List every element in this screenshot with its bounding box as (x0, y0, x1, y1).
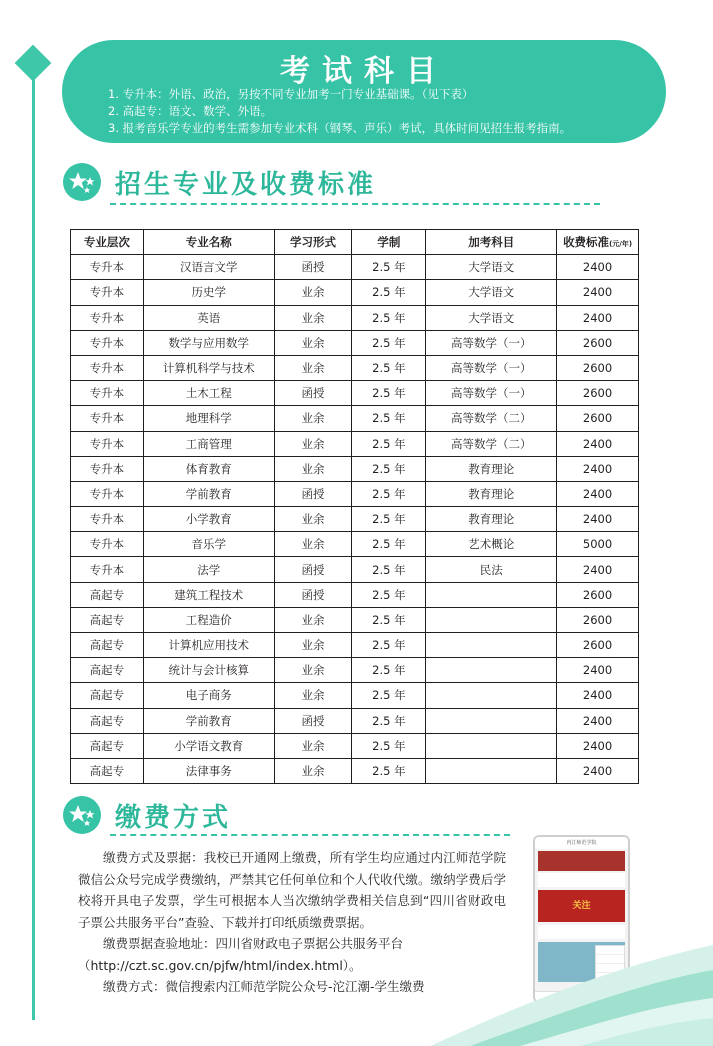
cell-level: 专升本 (71, 532, 144, 557)
cell-major: 地理科学 (143, 406, 274, 431)
banner-lines (108, 86, 571, 137)
payment-url: （http://czt.sc.gov.cn/pjfw/html/index.html）。 (78, 957, 362, 973)
table-row (71, 633, 639, 658)
table-header-row (71, 230, 639, 255)
cell-fee: 2600 (557, 607, 639, 632)
cell-study-form: 函授 (274, 557, 352, 582)
cell-extra-subject: 大学语文 (426, 255, 557, 280)
payment-paragraph: 缴费方式：微信搜索内江师范学院公众号-沱江潮-学生缴费 (103, 979, 425, 994)
cell-extra-subject: 教育理论 (426, 456, 557, 481)
cell-level: 专升本 (71, 507, 144, 532)
cell-study-form: 函授 (274, 481, 352, 506)
cell-level: 高起专 (71, 683, 144, 708)
cell-major: 学前教育 (143, 708, 274, 733)
cell-level: 专升本 (71, 481, 144, 506)
cell-duration: 2.5 年 (352, 582, 426, 607)
cell-study-form: 函授 (274, 582, 352, 607)
fee-header-label: 收费标准 (563, 235, 610, 250)
cell-duration: 2.5 年 (352, 456, 426, 481)
cell-duration: 2.5 年 (352, 683, 426, 708)
cell-study-form: 业余 (274, 355, 352, 380)
table-row (71, 708, 639, 733)
stars-icon (63, 796, 101, 834)
col-header-level: 专业层次 (71, 230, 144, 255)
cell-duration: 2.5 年 (352, 255, 426, 280)
cell-level: 专升本 (71, 557, 144, 582)
cell-level: 高起专 (71, 582, 144, 607)
cell-level: 专升本 (71, 456, 144, 481)
cell-fee: 2400 (557, 280, 639, 305)
cell-study-form: 业余 (274, 305, 352, 330)
cell-major: 历史学 (143, 280, 274, 305)
cell-extra-subject: 大学语文 (426, 305, 557, 330)
cell-major: 体育教育 (143, 456, 274, 481)
cell-fee: 2600 (557, 381, 639, 406)
cell-extra-subject: 大学语文 (426, 280, 557, 305)
cell-study-form: 函授 (274, 255, 352, 280)
cell-level: 专升本 (71, 406, 144, 431)
cell-study-form: 业余 (274, 658, 352, 683)
table-row (71, 381, 639, 406)
cell-extra-subject: 高等数学（二） (426, 406, 557, 431)
cell-extra-subject: 高等数学（一） (426, 330, 557, 355)
table-row (71, 431, 639, 456)
cell-fee: 5000 (557, 532, 639, 557)
cell-extra-subject (426, 683, 557, 708)
cell-major: 英语 (143, 305, 274, 330)
cell-extra-subject: 高等数学（二） (426, 431, 557, 456)
stars-icon (63, 163, 101, 201)
cell-extra-subject (426, 633, 557, 658)
phone-text-strip (538, 873, 625, 887)
cell-fee: 2600 (557, 582, 639, 607)
cell-extra-subject (426, 607, 557, 632)
cell-fee: 2600 (557, 330, 639, 355)
cell-study-form: 业余 (274, 733, 352, 758)
cell-extra-subject: 民法 (426, 557, 557, 582)
cell-level: 专升本 (71, 381, 144, 406)
section-heading-majors (63, 163, 376, 201)
dashed-divider (110, 834, 510, 836)
cell-extra-subject (426, 733, 557, 758)
cell-extra-subject (426, 582, 557, 607)
cell-fee: 2600 (557, 355, 639, 380)
table-row (71, 532, 639, 557)
table-body (71, 255, 639, 784)
cell-fee: 2400 (557, 481, 639, 506)
cell-major: 音乐学 (143, 532, 274, 557)
cell-duration: 2.5 年 (352, 633, 426, 658)
cell-study-form: 业余 (274, 532, 352, 557)
cell-extra-subject (426, 658, 557, 683)
cell-level: 高起专 (71, 733, 144, 758)
cell-major: 工程造价 (143, 607, 274, 632)
cell-major: 小学教育 (143, 507, 274, 532)
cell-major: 计算机科学与技术 (143, 355, 274, 380)
cell-major: 计算机应用技术 (143, 633, 274, 658)
cell-major: 工商管理 (143, 431, 274, 456)
section-title: 招生专业及收费标准 (115, 169, 377, 200)
side-decor-line (32, 70, 35, 1020)
cell-duration: 2.5 年 (352, 507, 426, 532)
cell-major: 统计与会计核算 (143, 658, 274, 683)
cell-study-form: 业余 (274, 456, 352, 481)
cell-duration: 2.5 年 (352, 607, 426, 632)
phone-text-strip (538, 925, 625, 939)
section-title: 缴费方式 (115, 802, 232, 833)
cell-fee: 2400 (557, 305, 639, 330)
cell-duration: 2.5 年 (352, 431, 426, 456)
cell-level: 专升本 (71, 330, 144, 355)
table-row (71, 733, 639, 758)
col-header-duration: 学制 (352, 230, 426, 255)
cell-extra-subject (426, 708, 557, 733)
cell-major: 小学语文教育 (143, 733, 274, 758)
cell-study-form: 业余 (274, 683, 352, 708)
cell-study-form: 业余 (274, 507, 352, 532)
cell-duration: 2.5 年 (352, 557, 426, 582)
table-row (71, 758, 639, 783)
wave-decor (430, 940, 713, 1046)
cell-major: 法学 (143, 557, 274, 582)
phone-banner: 关注 (538, 890, 625, 922)
cell-fee: 2400 (557, 456, 639, 481)
cell-study-form: 业余 (274, 607, 352, 632)
table-row (71, 456, 639, 481)
banner-title: 考试科目 (280, 54, 448, 89)
table-row (71, 305, 639, 330)
cell-fee: 2400 (557, 733, 639, 758)
fee-header-unit: (元/年) (609, 240, 633, 249)
cell-fee: 2400 (557, 557, 639, 582)
phone-photo (538, 851, 625, 871)
banner-line: 3. 报考音乐学专业的考生需参加专业术科（钢琴、声乐）考试，具体时间见招生报考指南。 (108, 121, 572, 135)
cell-duration: 2.5 年 (352, 532, 426, 557)
cell-level: 高起专 (71, 607, 144, 632)
table-row (71, 406, 639, 431)
cell-duration: 2.5 年 (352, 481, 426, 506)
cell-extra-subject (426, 758, 557, 783)
cell-duration: 2.5 年 (352, 305, 426, 330)
cell-fee: 2400 (557, 758, 639, 783)
cell-duration: 2.5 年 (352, 658, 426, 683)
cell-extra-subject: 高等数学（一） (426, 355, 557, 380)
table-row (71, 481, 639, 506)
table-row (71, 330, 639, 355)
cell-major: 汉语言文学 (143, 255, 274, 280)
cell-extra-subject: 教育理论 (426, 507, 557, 532)
dashed-divider (110, 203, 600, 205)
table-row (71, 280, 639, 305)
cell-major: 土木工程 (143, 381, 274, 406)
phone-header: 内江师范学院 (535, 837, 628, 849)
banner-line: 1. 专升本：外语、政治，另按不同专业加考一门专业基础课。（见下表） (108, 87, 474, 101)
cell-level: 专升本 (71, 431, 144, 456)
payment-paragraph: 缴费票据查验地址：四川省财政电子票据公共服务平台 (103, 936, 404, 951)
col-header-study-form: 学习形式 (274, 230, 352, 255)
cell-duration: 2.5 年 (352, 733, 426, 758)
cell-fee: 2400 (557, 507, 639, 532)
cell-study-form: 业余 (274, 431, 352, 456)
cell-level: 高起专 (71, 658, 144, 683)
exam-subjects-banner (62, 40, 666, 143)
table-row (71, 507, 639, 532)
col-header-fee (557, 230, 639, 255)
col-header-extra-subject: 加考科目 (426, 230, 557, 255)
cell-extra-subject: 高等数学（一） (426, 381, 557, 406)
cell-level: 专升本 (71, 280, 144, 305)
cell-duration: 2.5 年 (352, 330, 426, 355)
cell-duration: 2.5 年 (352, 280, 426, 305)
cell-study-form: 业余 (274, 758, 352, 783)
table-row (71, 255, 639, 280)
cell-study-form: 函授 (274, 381, 352, 406)
cell-level: 专升本 (71, 355, 144, 380)
cell-level: 专升本 (71, 255, 144, 280)
cell-major: 数学与应用数学 (143, 330, 274, 355)
cell-fee: 2400 (557, 658, 639, 683)
cell-fee: 2400 (557, 431, 639, 456)
table-row (71, 683, 639, 708)
banner-line: 2. 高起专：语文、数学、外语。 (108, 104, 273, 118)
cell-duration: 2.5 年 (352, 355, 426, 380)
cell-fee: 2400 (557, 708, 639, 733)
cell-major: 法律事务 (143, 758, 274, 783)
cell-major: 建筑工程技术 (143, 582, 274, 607)
table-row (71, 582, 639, 607)
table-row (71, 607, 639, 632)
col-header-major: 专业名称 (143, 230, 274, 255)
cell-level: 高起专 (71, 758, 144, 783)
majors-fee-table (70, 229, 639, 784)
cell-duration: 2.5 年 (352, 406, 426, 431)
cell-study-form: 业余 (274, 633, 352, 658)
cell-level: 专升本 (71, 305, 144, 330)
cell-duration: 2.5 年 (352, 758, 426, 783)
cell-fee: 2600 (557, 633, 639, 658)
payment-paragraph: 缴费方式及票据：我校已开通网上缴费，所有学生均应通过内江师范学院微信公众号完成学费缴纳，严禁其它任何单位和个人代收代缴。缴纳学费后学校将开具电子发票，学生可根据本人当次缴纳学费相关信息到“四川省财政电子票公共服务平台”查验、下载并打印纸质缴费票据。 (78, 850, 506, 930)
cell-study-form: 业余 (274, 406, 352, 431)
cell-major: 学前教育 (143, 481, 274, 506)
cell-extra-subject: 艺术概论 (426, 532, 557, 557)
section-heading-payment (63, 796, 231, 834)
cell-fee: 2400 (557, 255, 639, 280)
cell-level: 高起专 (71, 708, 144, 733)
table-row (71, 557, 639, 582)
cell-major: 电子商务 (143, 683, 274, 708)
table-row (71, 355, 639, 380)
cell-extra-subject: 教育理论 (426, 481, 557, 506)
cell-level: 高起专 (71, 633, 144, 658)
cell-study-form: 业余 (274, 330, 352, 355)
diamond-decor (15, 45, 52, 82)
cell-study-form: 业余 (274, 280, 352, 305)
cell-study-form: 函授 (274, 708, 352, 733)
cell-fee: 2400 (557, 683, 639, 708)
table-row (71, 658, 639, 683)
cell-duration: 2.5 年 (352, 381, 426, 406)
cell-duration: 2.5 年 (352, 708, 426, 733)
cell-fee: 2600 (557, 406, 639, 431)
